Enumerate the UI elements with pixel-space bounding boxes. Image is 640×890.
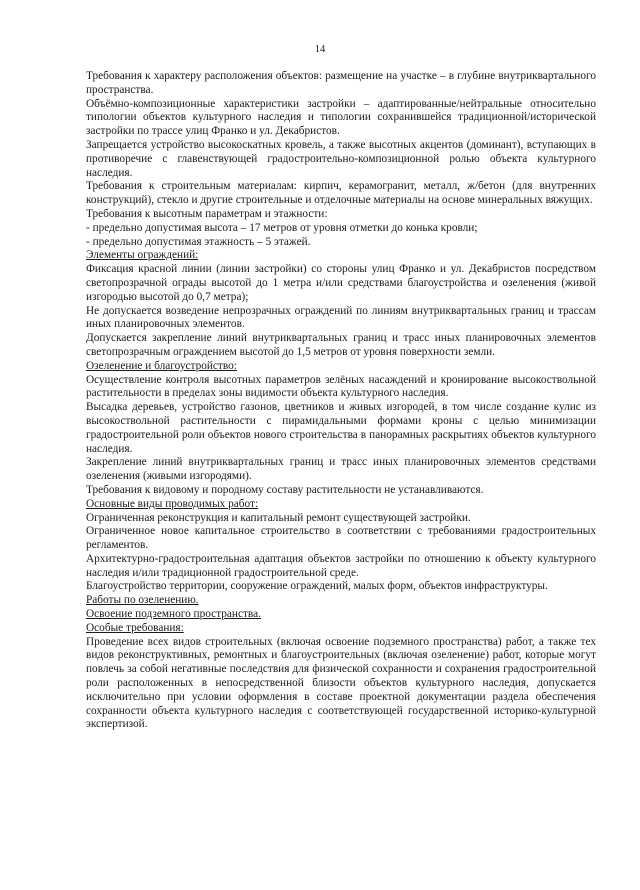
body-paragraph: Запрещается устройство высокоскатных кровель, а также высотных акцентов (доминант), вступающих в противоречие с главенствующей градостроительно-композиционной ролью объекта культурного наследия. — [86, 138, 596, 179]
body-paragraph: Объёмно-композиционные характеристики застройки – адаптированные/нейтральные относительно типологии объектов культурного наследия и типологии сохранившейся традиционной/исторической застройки по трассе улиц Франко и ул. Декабристов. — [86, 97, 596, 138]
body-paragraph: Осуществление контроля высотных параметров зелёных насаждений и кронирование высокоствольной растительности в пределах зоны видимости объекта культурного наследия. — [86, 373, 596, 400]
document-body — [86, 70, 596, 732]
body-paragraph: Требования к высотным параметрам и этажности: — [86, 207, 328, 220]
section-heading: Озеленение и благоустройство: — [86, 359, 237, 372]
body-paragraph: Требования к видовому и породному составу растительности не устанавливаются. — [86, 483, 484, 496]
body-paragraph: Допускается закрепление линий внутриквартальных границ и трасс иных планировочных элементов светопрозрачным ограждением высотой до 1,5 метров от уровня поверхности земли. — [86, 332, 596, 358]
body-paragraph: Не допускается возведение непрозрачных ограждений по линиям внутриквартальных границ и трассам иных планировочных элементов. — [86, 304, 596, 331]
section-heading: Освоение подземного пространства. — [86, 608, 261, 621]
body-paragraph: Проведение всех видов строительных (включая освоение подземного пространства) работ, а также тех видов реконструктивных, ремонтных и благоустроительных (включая озеленение) работ, которые могут повлечь за собой негативные последствия для физической сохранности и сохранения градостроительной роли расположенных в непосредственной близости объектов культурного наследия, допускается исключительно при условии оформления в составе проектной документации раздела обеспечения сохранности объекта культурного наследия с соответствующей государственной историко-культурной экспертизой. — [86, 635, 596, 731]
body-paragraph: Фиксация красной линии (линии застройки) со стороны улиц Франко и ул. Декабристов посредством светопрозрачной ограды высотой до 1 метра и/или средствами благоустройства и озеленения (живой изгородью высотой до 0,7 метра); — [86, 263, 596, 303]
section-heading: Основные виды проводимых работ: — [86, 497, 259, 510]
body-paragraph: Закрепление линий внутриквартальных границ и трасс иных планировочных элементов средствами озеленения (живыми изгородями). — [86, 456, 596, 483]
section-heading: Элементы ограждений: — [86, 249, 199, 262]
body-paragraph: - предельно допустимая этажность – 5 этажей. — [86, 235, 311, 248]
section-heading: Работы по озеленению. — [86, 594, 199, 607]
body-paragraph: Высадка деревьев, устройство газонов, цветников и живых изгородей, в том числе создание кулис из высокоствольной растительности с пирамидальными формами кроны с целью минимизации градостроительной роли объектов нового строительства в панорамных раскрытиях объектов культурного наследия. — [86, 401, 596, 455]
body-paragraph: Благоустройство территории, сооружение ограждений, малых форм, объектов инфраструктуры. — [86, 580, 548, 593]
body-paragraph: - предельно допустимая высота – 17 метров от уровня отметки до конька кровли; — [86, 221, 478, 234]
body-paragraph: Архитектурно-градостроительная адаптация объектов застройки по отношению к объекту культурного наследия и/или традиционной градостроительной среде. — [86, 552, 596, 579]
section-heading: Особые требования: — [86, 621, 184, 634]
page-number: 14 — [314, 44, 326, 55]
body-paragraph: Требования к характеру расположения объектов: размещение на участке – в глубине внутриквартального пространства. — [86, 70, 596, 96]
body-paragraph: Требования к строительным материалам: кирпич, керамогранит, металл, ж/бетон (для внутренних конструкций), стекло и другие строительные и отделочные материалы на основе минеральных вяжущих. — [86, 180, 596, 207]
body-paragraph: Ограниченное новое капитальное строительство в соответствии с требованиями градостроительных регламентов. — [86, 525, 596, 552]
body-paragraph: Ограниченная реконструкция и капитальный ремонт существующей застройки. — [86, 511, 471, 524]
